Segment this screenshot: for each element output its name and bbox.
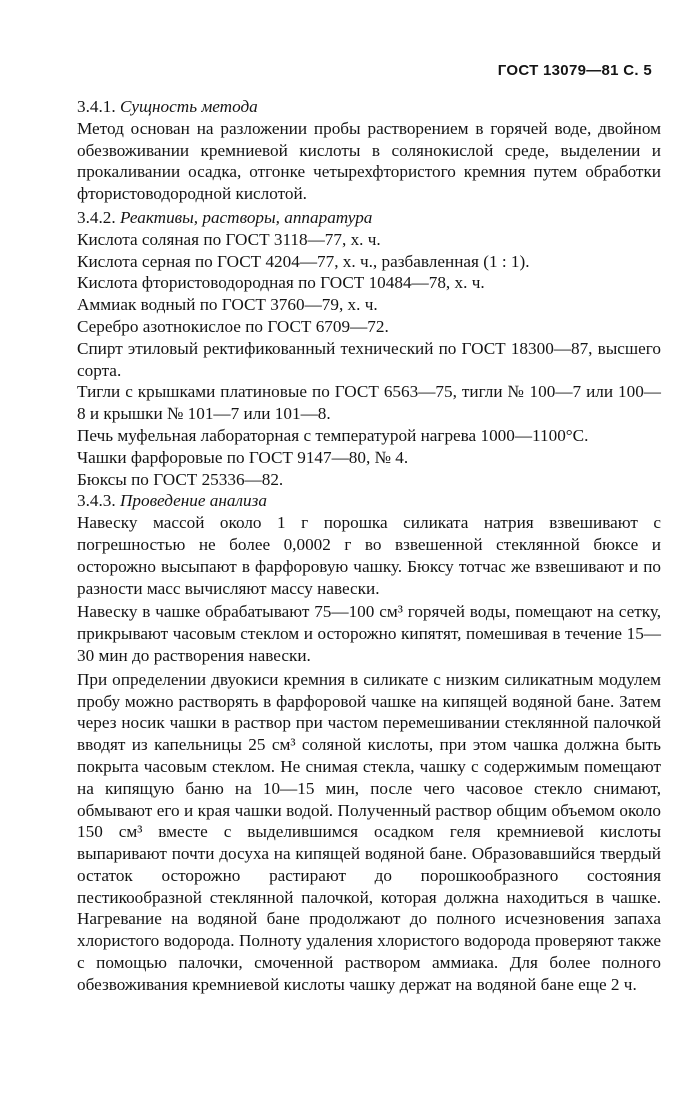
section-number: 3.4.3. [77, 491, 116, 511]
section-number: 3.4.1. [77, 97, 116, 116]
reagent-item: Кислота серная по ГОСТ 4204—77, х. ч., разбавленная (1 : 1). [77, 251, 530, 271]
section-heading-3-4-1 [77, 96, 661, 118]
section-number: 3.4.2. [77, 207, 116, 227]
equipment-item: Чашки фарфоровые по ГОСТ 9147—80, № 4. [77, 447, 409, 467]
page-header: ГОСТ 13079—81 С. 5 [497, 62, 652, 79]
reagent-item: Спирт этиловый ректификованный технический по ГОСТ 18300—87, высшего сорта. [77, 338, 661, 380]
section-title: Сущность метода [119, 97, 258, 116]
paragraph-method-essence: Метод основан на разложении пробы растворением в горячей воде, двойном обезвоживании кремниевой кислоты в солянокислой среде, выделении и прокаливании осадка, отгонке четырехфтористого кремния путем обработки фтористоводородной кислотой. [77, 118, 661, 204]
paragraph-analysis: Навеску в чашке обрабатывают 75—100 см³ горячей воды, помещают на сетку, прикрывают часовым стеклом и осторожно кипятят, помешивая в течение 15—30 мин до растворения навески. [77, 602, 661, 665]
equipment-item: Тигли с крышками платиновые по ГОСТ 6563—75, тигли № 100—7 или 100—8 и крышки № 101—7 или 101—8. [77, 382, 661, 424]
equipment-item: Бюксы по ГОСТ 25336—82. [77, 469, 284, 489]
document-body [77, 96, 661, 996]
paragraph-analysis: Навеску массой около 1 г порошка силиката натрия взвешивают с погрешностью не более 0,0002 г во взвешенной стеклянной бюксе и осторожно высыпают в фарфоровую чашку. Бюксу тотчас же взвешивают и по разности масс вычисляют массу навески. [77, 513, 661, 598]
reagent-item: Серебро азотнокислое по ГОСТ 6709—72. [77, 316, 389, 336]
section-heading-3-4-2 [77, 207, 661, 229]
reagent-item: Кислота соляная по ГОСТ 3118—77, х. ч. [77, 229, 381, 249]
section-title: Реактивы, растворы, аппаратура [119, 207, 373, 227]
section-heading-3-4-3 [77, 490, 661, 512]
reagent-item: Аммиак водный по ГОСТ 3760—79, х. ч. [77, 295, 378, 315]
section-title: Проведение анализа [119, 491, 267, 511]
equipment-item: Печь муфельная лабораторная с температурой нагрева 1000—1100°С. [77, 425, 589, 445]
reagent-item: Кислота фтористоводородная по ГОСТ 10484—78, х. ч. [77, 273, 485, 293]
paragraph-analysis: При определении двуокиси кремния в силикате с низким силикатным модулем пробу можно растворять в фарфоровой чашке на кипящей водяной бане. Затем через носик чашки в раствор при частом перемешивании стеклянной палочкой вводят из капельницы 25 см³ соляной кислоты, при этом чашка должна быть покрыта часовым стеклом. Не снимая стекла, чашку с содержимым помещают на кипящую баню на 10—15 мин, после чего часовое стекло снимают, обмывают его и края чашки водой. Полученный раствор общим объемом около 150 см³ вместе с выделившимся осадком геля кремниевой кислоты выпаривают почти досуха на кипящей водяной бане. Образовавшийся твердый остаток осторожно растирают до порошкообразного состояния пестикообразной стеклянной палочкой, которая должна находиться в чашке. Нагревание на водяной бане продолжают до полного исчезновения запаха хлористого водорода. Полноту удаления хлористого водорода проверяют также с помощью палочки, смоченной раствором аммиака. Для более полного обезвоживания кремниевой кислоты чашку держат на водяной бане еще 2 ч. [77, 669, 661, 994]
